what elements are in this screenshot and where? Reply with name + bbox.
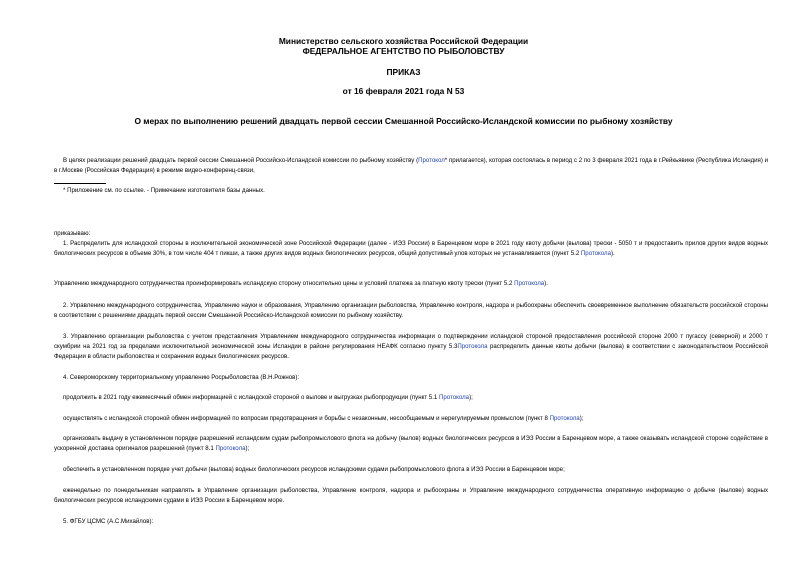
document-type: ПРИКАЗ [386, 67, 421, 77]
protocol-link[interactable]: Протокол [418, 157, 445, 164]
protocol-link[interactable]: Протокола [549, 415, 580, 422]
paragraph-4: 4. Североморскому территориальному управлению Росрыболовства (В.Н.Рожнов): [63, 374, 300, 381]
paragraph-2: 2. Управлению международного сотрудничества, Управлению науки и образования, Управлению организации рыболовства, Управлению контроля, надзора и рыбоохраны обеспечить своевременное выполнение обязательств российской стороны в соответствии с решениями двадцать первой сессии Смешанной Российско-Исландской комиссии по рыбному хозяйству. [54, 302, 768, 319]
protocol-link[interactable]: Протокола [514, 280, 545, 287]
agency-name: ФЕДЕРАЛЬНОЕ АГЕНТСТВО ПО РЫБОЛОВСТВУ [302, 46, 505, 56]
paragraph-1: 1. Распределить для исландской стороны в исключительной экономической зоне Российской Федерации (далее - ИЭЗ России) в Баренцевом море в 2021 году квоту добычи (вылова) трески - 5050 т и предоставить прилов других видов водных биологических ресурсов в объеме 30%, в том числе 404 т пикши, а также других видов водных биологических ресурсов, общий допустимый улов которых не устанавливается (пункт 5.2 Протокола). [54, 240, 768, 257]
protocol-link[interactable]: Протокола [215, 445, 246, 452]
paragraph-4-permits: организовать выдачу в установленном порядке разрешений исландским судам рыбопромыслового флота на добычу (вылов) водных биологических ресурсов в ИЭЗ России в Баренцевом море, а также оказывать исландской стороне содействие в ускоренной доставка оригиналов разрешений (пункт 8.1 Протокола); [54, 435, 768, 452]
protocol-link[interactable]: Протокола [580, 250, 611, 257]
paragraph-5: 5. ФГБУ ЦСМС (А.С.Михайлов): [63, 518, 154, 525]
ministry-name: Министерство сельского хозяйства Российской Федерации [278, 36, 529, 46]
paragraph-4-accounting: обеспечить в установленном порядке учет добычи (вылова) водных биологических ресурсов исландскими судами рыбопромыслового флота в ИЭЗ России в Баренцевом море; [63, 466, 565, 473]
paragraph-4-exchange: продолжить в 2021 году ежемесячный обмен информацией с исландской стороной о вылове и выгрузках рыбопродукции (пункт 5.1 Протокола); [63, 394, 473, 401]
paragraph-4-weekly: еженедельно по понедельникам направлять в Управление организации рыболовства, Управление контроля, надзора и рыбоохраны и Управление международного сотрудничества оперативную информацию о добыче (вылове) водных биологических ресурсов исландскими судами в ИЭЗ России в Баренцевом море. [54, 487, 768, 504]
paragraph-4-iuu: осуществлять с исландской стороной обмен информацией по вопросам предотвращения и борьбы с незаконным, несообщаемым и нерегулируемым промыслом (пункт 8 Протокола); [63, 415, 584, 422]
footnote: * Приложение см. по ссылке. - Примечание изготовителя базы данных. [63, 187, 265, 194]
document-title: О мерах по выполнению решений двадцать первой сессии Смешанной Российско-Исландской комиссии по рыбному хозяйству [134, 116, 673, 126]
document-date-number: от 16 февраля 2021 года N 53 [342, 86, 465, 96]
order-word: приказываю: [54, 230, 91, 237]
protocol-link[interactable]: Протокола [457, 343, 488, 350]
intro-paragraph: В целях реализации решений двадцать первой сессии Смешанной Российско-Исландской комиссии по рыбному хозяйству (Протокол* прилагается), которая состоялась в период с 2 по 3 февраля 2021 года в г.Рейкьявике (Республика Исландия) и в г.Москве (Российская Федерация) в режиме видео-конференц-связи, [54, 157, 768, 174]
paragraph-3: 3. Управлению организации рыболовства с учетом представления Управлением международного сотрудничества информации о подтверждении исландской стороной предоставления российской стороне 2000 т пугассу (северной) и 2000 т скумбрии на 2021 год за пределами исключительной экономической зоны Исландии в районе регулирования НЕАФК согласно пункту 5.3Протокола распределить данные квоты добычи (вылова) в соответствии с законодательством Российской Федерации в области рыболовства и сохранения водных биологических ресурсов. [54, 333, 768, 360]
footnote-divider [54, 183, 106, 184]
protocol-link[interactable]: Протокола [438, 394, 470, 401]
paragraph-1-payment: Управлению международного сотрудничества проинформировать исландскую сторону относительно цены и условий платежа за платную квоту трески (пункт 5.2 Протокола). [54, 280, 548, 287]
